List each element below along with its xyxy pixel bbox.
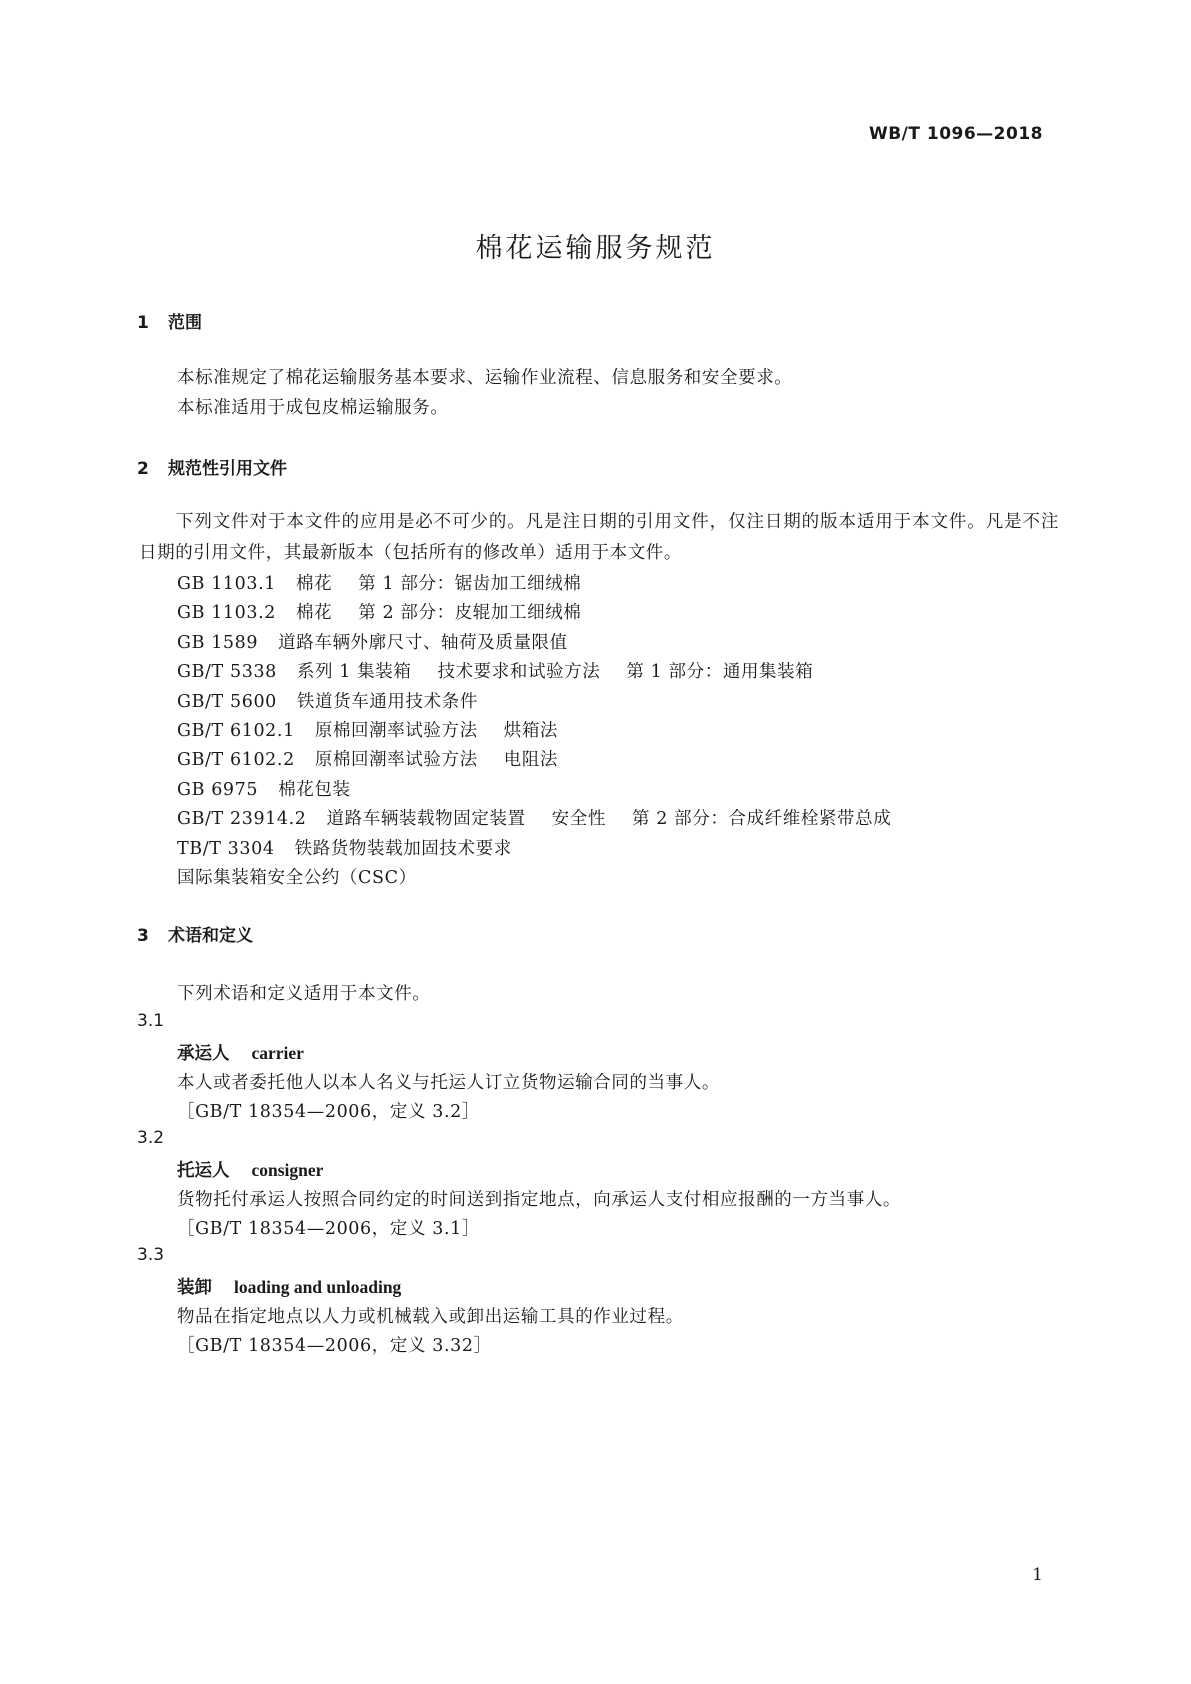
reference-title-part: 道路车辆装载物固定装置 xyxy=(326,809,526,829)
reference-code: GB 1103.1 xyxy=(177,574,277,594)
reference-code: TB/T 3304 xyxy=(177,839,275,859)
normative-intro-paragraph: 下列文件对于本文件的应用是必不可少的。凡是注日期的引用文件，仅注日期的版本适用于本文件。凡是不注日期的引用文件，其最新版本（包括所有的修改单）适用于本文件。 xyxy=(139,512,1059,563)
reference-code: GB 1589 xyxy=(177,633,259,653)
reference-title-part: 第 1 部分：通用集装箱 xyxy=(626,662,814,682)
reference-title-part: 棉花 xyxy=(296,603,333,623)
scope-paragraph-1: 本标准规定了棉花运输服务基本要求、运输作业流程、信息服务和安全要求。 xyxy=(177,368,793,388)
term-number: 3.1 xyxy=(137,1011,165,1031)
section-title: 范围 xyxy=(168,313,202,333)
reference-title-part: 原棉回潮率试验方法 xyxy=(314,750,478,770)
reference-code: GB/T 5338 xyxy=(177,662,277,682)
term-name xyxy=(177,1157,323,1182)
reference-item xyxy=(177,717,558,742)
term-definition: 物品在指定地点以人力或机械载入或卸出运输工具的作业过程。 xyxy=(177,1307,684,1327)
reference-title xyxy=(278,633,568,653)
reference-code: GB/T 6102.1 xyxy=(177,721,295,741)
reference-title xyxy=(296,603,581,623)
reference-title xyxy=(295,839,512,859)
term-definition: 货物托付承运人按照合同约定的时间送到指定地点，向承运人支付相应报酬的一方当事人。 xyxy=(177,1190,901,1210)
reference-code: GB/T 5600 xyxy=(177,692,277,712)
section-number: 3 xyxy=(137,926,149,946)
reference-title-part: 安全性 xyxy=(551,809,606,829)
reference-item xyxy=(177,805,891,830)
term-number: 3.2 xyxy=(137,1128,165,1148)
reference-item xyxy=(177,864,417,889)
term-name-zh: 装卸 xyxy=(177,1278,212,1298)
reference-title-part: 第 1 部分：锯齿加工细绒棉 xyxy=(358,574,582,594)
reference-title xyxy=(315,750,558,770)
term-name-zh: 承运人 xyxy=(177,1044,230,1064)
standard-code: WB/T 1096—2018 xyxy=(868,124,1043,144)
section-heading-terms-and-definitions xyxy=(137,921,253,946)
section-number: 2 xyxy=(137,459,149,479)
reference-item xyxy=(177,570,581,595)
reference-title-part: 铁路货物装载加固技术要求 xyxy=(294,839,512,859)
reference-item xyxy=(177,835,512,860)
term-name-en: loading and unloading xyxy=(234,1277,402,1297)
document-title: 棉花运输服务规范 xyxy=(475,233,716,264)
reference-title-part: 棉花包装 xyxy=(278,780,351,800)
reference-title xyxy=(315,721,558,741)
reference-code: GB/T 6102.2 xyxy=(177,750,295,770)
reference-code: GB 6975 xyxy=(177,780,259,800)
terms-intro-paragraph: 下列术语和定义适用于本文件。 xyxy=(177,984,431,1004)
reference-code: GB 1103.2 xyxy=(177,603,277,623)
term-name-zh: 托运人 xyxy=(177,1161,230,1181)
page-number: 1 xyxy=(1032,1565,1043,1585)
term-number: 3.3 xyxy=(137,1245,165,1265)
term-name xyxy=(177,1040,304,1065)
reference-item xyxy=(177,746,558,771)
reference-title xyxy=(177,868,417,888)
reference-item xyxy=(177,658,813,683)
section-heading-scope xyxy=(137,308,202,333)
reference-title-part: 电阻法 xyxy=(503,750,559,770)
reference-title-part: 烘箱法 xyxy=(503,721,559,741)
reference-item xyxy=(177,599,581,624)
reference-title xyxy=(296,574,581,594)
reference-item xyxy=(177,688,478,713)
term-name-en: carrier xyxy=(251,1043,304,1063)
reference-title xyxy=(278,780,350,800)
term-source: ［GB/T 18354—2006，定义 3.2］ xyxy=(177,1102,480,1122)
reference-title-part: 原棉回潮率试验方法 xyxy=(314,721,478,741)
reference-title xyxy=(297,692,478,712)
reference-title xyxy=(297,662,813,682)
section-heading-normative-references xyxy=(137,454,287,479)
reference-title xyxy=(327,809,892,829)
reference-title-part: 第 2 部分：合成纤维栓紧带总成 xyxy=(631,809,892,829)
scope-paragraph-2: 本标准适用于成包皮棉运输服务。 xyxy=(177,398,449,418)
reference-item xyxy=(177,776,351,801)
term-name xyxy=(177,1274,401,1299)
term-definition: 本人或者委托他人以本人名义与托运人订立货物运输合同的当事人。 xyxy=(177,1073,720,1093)
reference-code: GB/T 23914.2 xyxy=(177,809,307,829)
reference-title-part: 系列 1 集装箱 xyxy=(296,662,412,682)
reference-title-part: 技术要求和试验方法 xyxy=(437,662,601,682)
term-source: ［GB/T 18354—2006，定义 3.32］ xyxy=(177,1336,492,1356)
reference-title-part: 国际集装箱安全公约（CSC） xyxy=(177,868,417,888)
reference-title-part: 道路车辆外廓尺寸、轴荷及质量限值 xyxy=(278,633,568,653)
section-title: 术语和定义 xyxy=(168,926,253,946)
reference-title-part: 棉花 xyxy=(296,574,333,594)
term-name-en: consigner xyxy=(251,1160,324,1180)
term-source: ［GB/T 18354—2006，定义 3.1］ xyxy=(177,1219,480,1239)
section-title: 规范性引用文件 xyxy=(168,459,287,479)
reference-item xyxy=(177,629,568,654)
reference-title-part: 第 2 部分：皮辊加工细绒棉 xyxy=(358,603,582,623)
reference-title-part: 铁道货车通用技术条件 xyxy=(296,692,478,712)
section-number: 1 xyxy=(137,313,149,333)
